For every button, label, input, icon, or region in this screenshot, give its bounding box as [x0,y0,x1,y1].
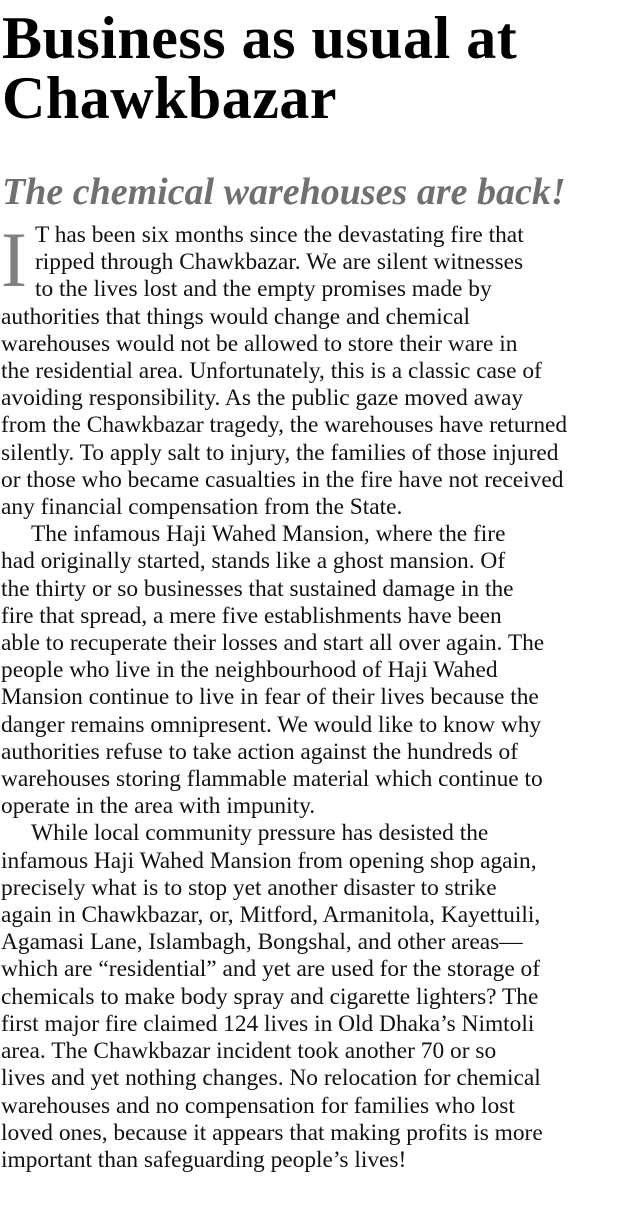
text-line: or those who became casualties in the fire have not received [1,466,564,493]
text-line: able to recuperate their losses and start all over again. The [1,630,545,657]
text-line: avoiding responsibility. As the public gaze moved away [1,385,524,412]
text-line: first major fire claimed 124 lives in Old Dhaka’s Nimtoli [1,1010,535,1037]
text-line: silently. To apply salt to injury, the families of those injured [1,439,559,466]
text-line: loved ones, because it appears that making profits is more [1,1119,543,1146]
text-line: While local community pressure has desisted the [31,820,489,847]
text-line: danger remains omnipresent. We would like to know why [1,711,542,738]
text-line: area. The Chawkbazar incident took another 70 or so [1,1038,497,1065]
text-line: operate in the area with impunity. [1,793,316,820]
paragraph-1 [1,216,628,521]
text-line: warehouses storing flammable material which continue to [1,766,543,793]
text-line: warehouses would not be allowed to store their ware in [1,330,518,357]
article-subheadline: The chemical warehouses are back! [2,171,566,213]
text-line: to the lives lost and the empty promises made by [34,276,492,303]
text-line: the residential area. Unfortunately, this is a classic case of [1,358,542,385]
drop-cap: I [1,216,27,303]
text-line: which are “residential” and yet are used for the storage of [1,956,541,983]
text-line: warehouses and no compensation for families who lost [1,1092,515,1119]
text-line: important than safeguarding people’s lives! [1,1146,407,1173]
text-line: lives and yet nothing changes. No relocation for chemical [1,1065,541,1092]
text-line: people who live in the neighbourhood of Haji Wahed [1,657,498,684]
text-line: any financial compensation from the State. [1,494,403,521]
text-line: again in Chawkbazar, or, Mitford, Armanitola, Kayettuili, [1,902,541,929]
text-line: chemicals to make body spray and cigarette lighters? The [1,983,539,1010]
paragraph-2 [1,521,628,820]
text-line: authorities that things would change and chemical [1,303,470,330]
article-body [1,216,628,1174]
text-line: the thirty or so businesses that sustained damage in the [1,575,514,602]
text-line: had originally started, stands like a ghost mansion. Of [1,548,506,575]
text-line: Mansion continue to live in fear of their lives because the [1,684,539,711]
article-headline: Business as usual at Chawkbazar [2,5,518,131]
text-line: ripped through Chawkbazar. We are silent witnesses [34,249,524,276]
text-line: The infamous Haji Wahed Mansion, where the fire [31,521,506,548]
text-line: authorities refuse to take action against the hundreds of [1,738,519,765]
text-line: Agamasi Lane, Islambagh, Bongshal, and other areas— [1,929,523,956]
text-line: T has been six months since the devastating fire that [34,222,524,248]
text-line: infamous Haji Wahed Mansion from opening shop again, [1,847,537,874]
text-line: precisely what is to stop yet another disaster to strike [1,874,497,901]
paragraph-3 [1,820,628,1174]
text-line: fire that spread, a mere five establishments have been [1,602,502,629]
text-line: from the Chawkbazar tragedy, the warehouses have returned [1,412,568,439]
